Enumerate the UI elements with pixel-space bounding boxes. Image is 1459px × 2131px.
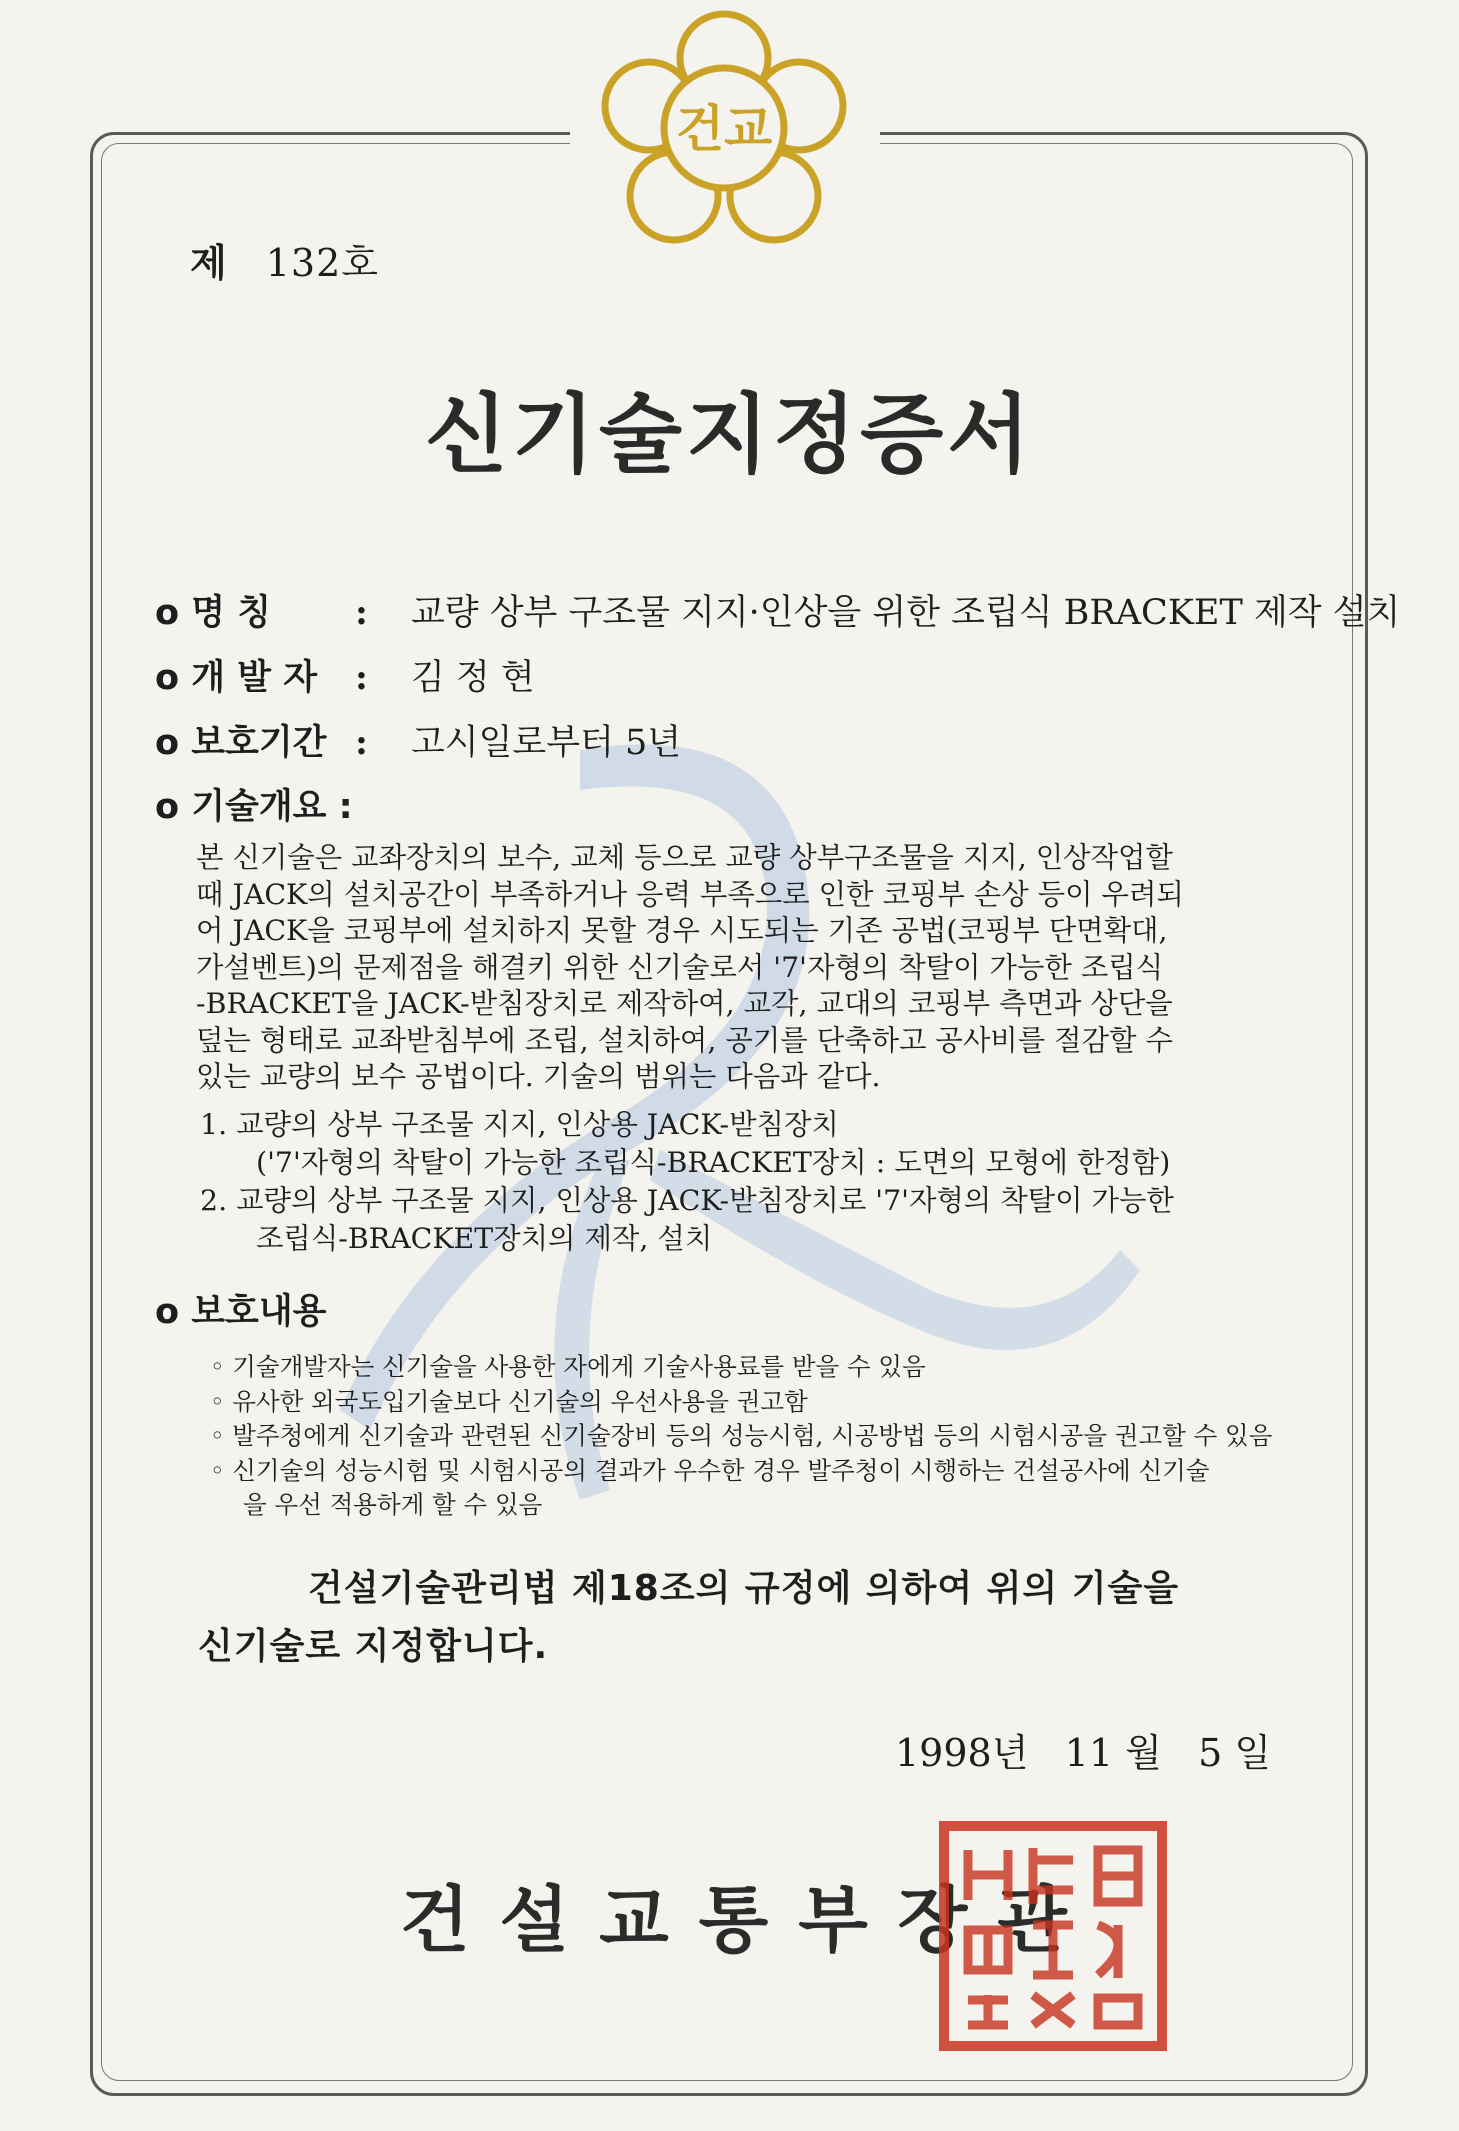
issuing-authority: 건설교통부장관	[400, 1878, 1097, 1962]
closing-line: 신기술로 지정합니다.	[198, 1626, 549, 1667]
issue-date	[895, 1722, 1271, 1777]
field-label: o 개 발 자	[155, 658, 318, 698]
overview-line: 가설벤트)의 문제점을 해결키 위한 신기술로서 '7'자형의 착탈이 가능한 조립식	[196, 950, 1164, 984]
protection-item: ◦ 유사한 외국도입기술보다 신기술의 우선사용을 권고함	[210, 1386, 808, 1416]
official-seal	[938, 1820, 1168, 2052]
document-number	[190, 232, 379, 287]
protection-item: ◦ 신기술의 성능시험 및 시험시공의 결과가 우수한 경우 발주청이 시행하는 건설공사에 신기술	[210, 1455, 1210, 1485]
overview-line: 때 JACK의 설치공간이 부족하거나 응력 부족으로 인한 코핑부 손상 등이 우려되	[196, 877, 1184, 911]
field-value: 고시일로부터 5년	[411, 723, 682, 763]
overview-line: 본 신기술은 교좌장치의 보수, 교체 등으로 교량 상부구조물을 지지, 인상작업할	[196, 841, 1173, 874]
overview-line: 덮는 형태로 교좌받침부에 조립, 설치하여, 공기를 단축하고 공사비를 절감할 수	[196, 1023, 1173, 1057]
field-label: o 보호내용	[155, 1292, 327, 1332]
overview-text	[196, 840, 1311, 1096]
field-value: 교량 상부 구조물 지지·인상을 위한 조립식 BRACKET 제작 설치	[411, 593, 1401, 633]
field-overview	[155, 779, 355, 829]
overview-line: 어 JACK을 코핑부에 설치하지 못할 경우 시도되는 기존 공법(코핑부 단면확대,	[196, 914, 1168, 947]
overview-line: -BRACKET을 JACK-받침장치로 제작하여, 교각, 교대의 코핑부 측면과 상단을	[196, 987, 1173, 1020]
doc-number-value: 132호	[265, 241, 379, 285]
scope-list	[200, 1106, 1174, 1258]
field-protection-period: o 보호기간 : 고시일로부터 5년	[155, 715, 681, 765]
overview-line: 있는 교량의 보수 공법이다. 기술의 범위는 다음과 같다.	[196, 1060, 881, 1093]
field-label: o 명 칭	[155, 593, 272, 633]
doc-number-prefix: 제	[190, 241, 228, 285]
protection-heading	[155, 1284, 355, 1334]
protection-item: ◦ 기술개발자는 신기술을 사용한 자에게 기술사용료를 받을 수 있음	[210, 1352, 926, 1381]
closing-line: 건설기술관리법 제18조의 규정에 의하여 위의 기술을	[308, 1568, 1180, 1609]
scope-item-detail: 조립식-BRACKET장치의 제작, 설치	[256, 1222, 713, 1255]
protection-item: ◦ 발주청에게 신기술과 관련된 신기술장비 등의 성능시험, 시공방법 등의 시험시공을 권고할 수 있음	[210, 1421, 1273, 1450]
date-year: 1998년	[895, 1731, 1029, 1775]
field-label: o 기술개요 :	[155, 787, 353, 827]
field-developer: o 개 발 자 : 김 정 현	[155, 650, 535, 700]
date-day: 5 일	[1198, 1731, 1272, 1775]
field-value: 김 정 현	[411, 658, 535, 698]
designation-statement	[198, 1560, 1179, 1676]
date-month: 11 월	[1064, 1731, 1162, 1775]
protection-list	[210, 1350, 1272, 1523]
field-name: o 명 칭 : 교량 상부 구조물 지지·인상을 위한 조립식 BRACKET 제작 설치	[155, 585, 1400, 635]
scope-item: 2. 교량의 상부 구조물 지지, 인상용 JACK-받침장치로 '7'자형의 착탈이 가능한	[200, 1184, 1174, 1217]
scope-item: 1. 교량의 상부 구조물 지지, 인상용 JACK-받침장치	[200, 1108, 839, 1141]
certificate-title: 신기술지정증서	[424, 385, 1035, 485]
emblem-text: 건교	[675, 100, 773, 158]
protection-item-continued: 을 우선 적용하게 할 수 있음	[243, 1490, 543, 1519]
ministry-emblem	[594, 6, 854, 261]
field-label: o 보호기간	[155, 723, 327, 763]
scope-item-detail: ('7'자형의 착탈이 가능한 조립식-BRACKET장치 : 도면의 모형에 한정함)	[256, 1146, 1171, 1179]
